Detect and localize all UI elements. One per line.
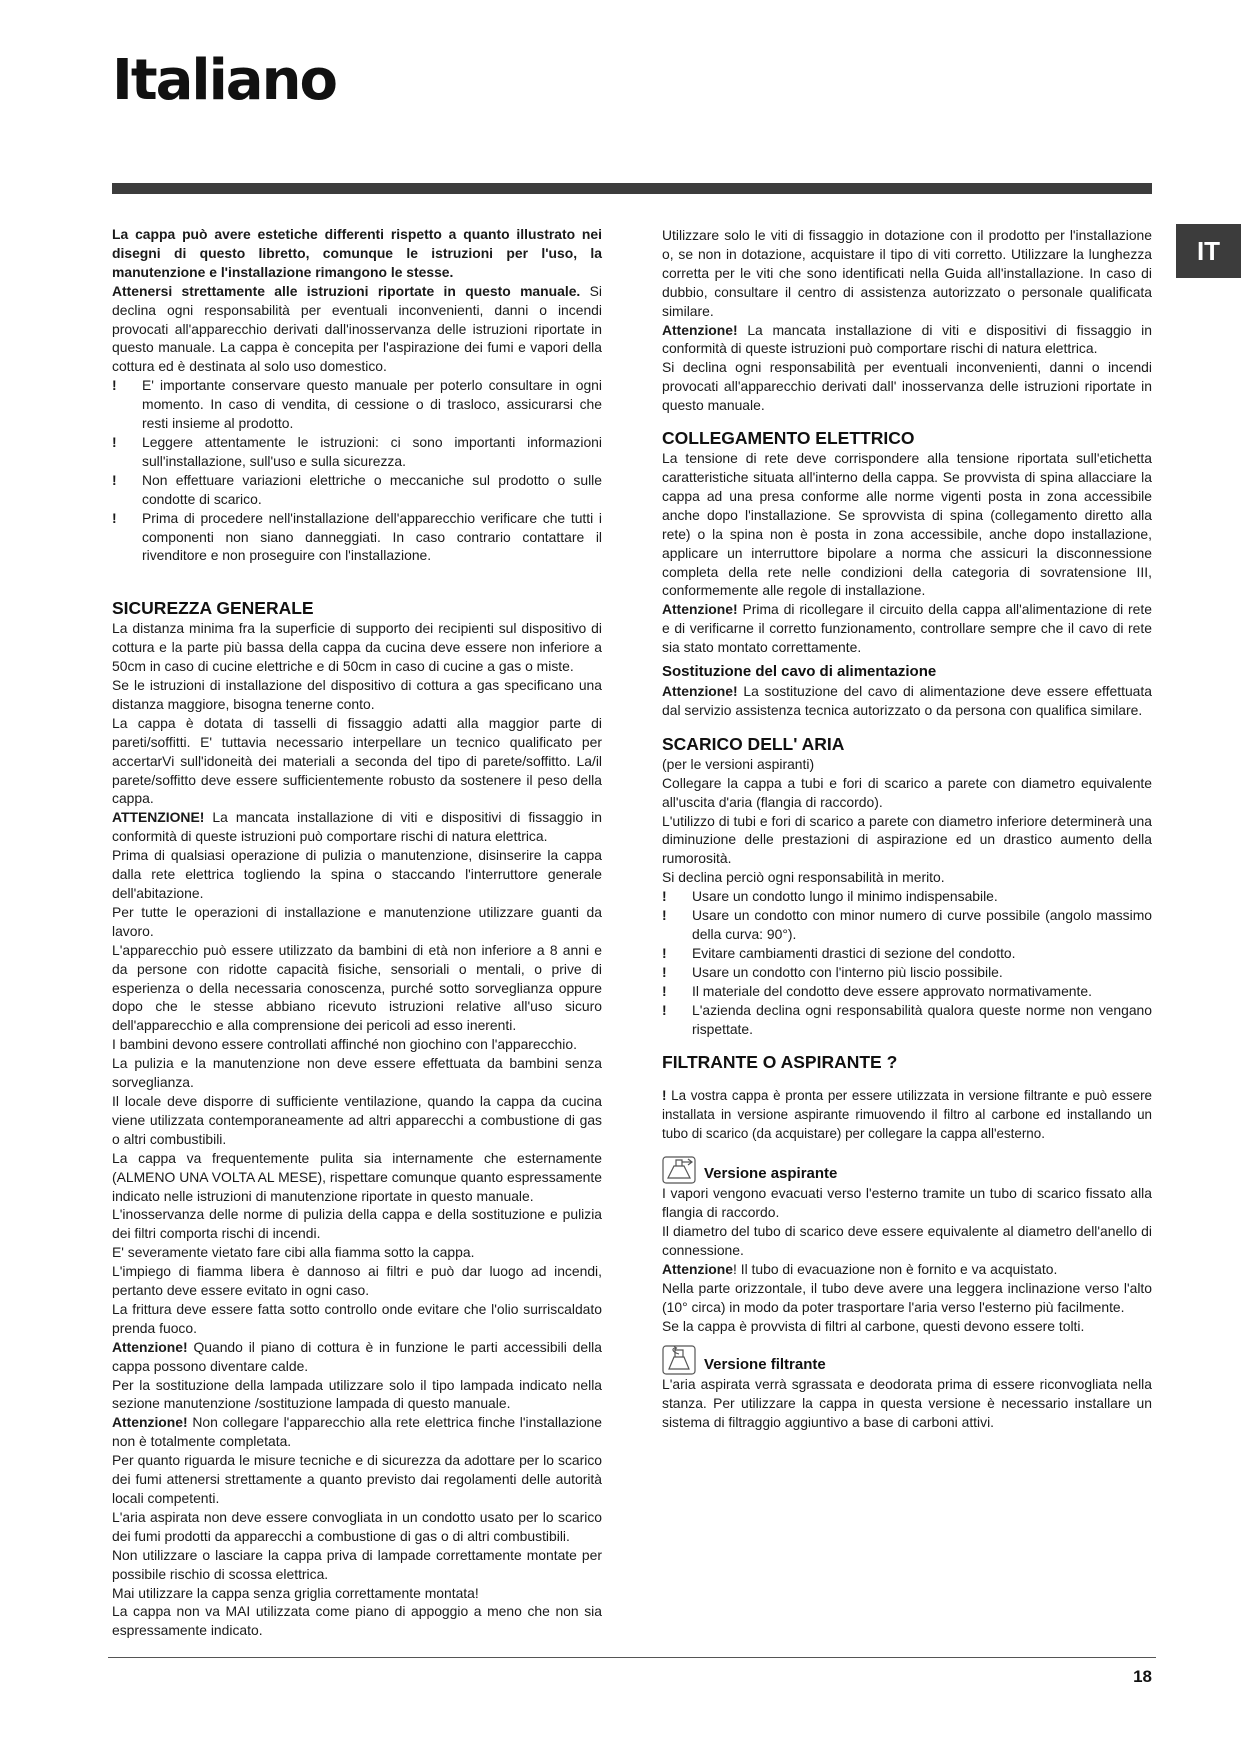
paragraph: L'impiego di fiamma libera è dannoso ai filtri e può dar luogo ad incendi, pertanto deve essere evitato in ogni caso. — [112, 1263, 602, 1299]
exclamation-icon: ! — [662, 944, 667, 961]
paragraph: Si declina ogni responsabilità per eventuali inconvenienti, danni o incendi provocati all'apparecchio derivati dall' inosservanza delle istruzioni riportate in questo manuale. — [662, 359, 1152, 414]
subsection-title-aspirante: Versione aspirante — [704, 1165, 838, 1183]
paragraph: E' severamente vietato fare cibi alla fiamma sotto la cappa. — [112, 1244, 475, 1261]
top-divider — [112, 183, 1152, 194]
recirculating-hood-icon — [662, 1345, 696, 1375]
list-item: ! Evitare cambiamenti drastici di sezione del condotto. — [662, 944, 1016, 961]
paragraph: I vapori vengono evacuati verso l'esterno tramite un tubo di scarico fissato alla flangia di raccordo. — [662, 1185, 1152, 1221]
exclamation-icon: ! — [662, 888, 667, 905]
paragraph: L'inosservanza delle norme di pulizia della cappa e della sostituzione e pulizia dei filtri comporta rischi di incendi. — [112, 1206, 602, 1242]
exclamation-icon: ! — [662, 907, 667, 924]
list-item: ! Il materiale del condotto deve essere approvato normativamente. — [662, 982, 1092, 999]
warning-list — [112, 376, 602, 565]
paragraph: L'aria aspirata verrà sgrassata e deodorata prima di essere riconvogliata nella stanza. Per utilizzare la cappa in questa versione è necessario installare un sistema di filtraggio aggiuntivo a base di carboni attivi. — [662, 1376, 1152, 1431]
paragraph: Mai utilizzare la cappa senza griglia correttamente montata! — [112, 1584, 479, 1601]
paragraph: La tensione di rete deve corrispondere alla tensione riportata sull'etichetta caratteristiche situata all'interno della cappa. Se provvista di spina allacciare la cappa ad una presa conforme alle norme vigenti posta in zona accessibile anche dopo l'installazione. Se sprovvista di spina (collegamento diretto alla rete) o la spina non è posta in zona accessibile, anche dopo installazione, applicare un interruttore bipolare a norma che assicuri la disconnessione completa della rete nelle condizioni della categoria di sovratensione III, conformemente alle regole di installazione. — [662, 450, 1152, 599]
intro-paragraph-2: Attenersi strettamente alle istruzioni riportate in questo manuale. Si declina ogni responsabilità per eventuali inconvenienti, danni o incendi provocati all'apparecchio derivati dall'inosservanza delle istruzioni riportate in questo manuale. La cappa è concepita per l'aspirazione dei fumi e vapori della cottura ed è destinata al solo uso domestico. — [112, 282, 602, 375]
subsection-title-filtrante: Versione filtrante — [704, 1356, 826, 1374]
paragraph: La distanza minima fra la superficie di supporto dei recipienti sul dispositivo di cottura e la parte più bassa della cappa da cucina deve essere non inferiore a 50cm in caso di cucine elettriche e di 50cm in caso di cucine a gas o miste. — [112, 620, 602, 675]
paragraph: Si declina perciò ogni responsabilità in merito. — [662, 869, 945, 886]
exclamation-icon: ! — [112, 509, 117, 526]
section-title-scarico: SCARICO DELL' ARIA — [662, 733, 845, 754]
subsection-title-cavo: Sostituzione del cavo di alimentazione — [662, 663, 937, 681]
paragraph: I bambini devono essere controllati affinché non giochino con l'apparecchio. — [112, 1036, 577, 1053]
exclamation-icon: ! — [662, 982, 667, 999]
paragraph: Per la sostituzione della lampada utilizzare solo il tipo lampada indicato nella sezione manutenzione /sostituzione lampada di questo manuale. — [112, 1376, 602, 1412]
list-item: ! Leggere attentamente le istruzioni: ci sono importanti informazioni sull'installazione, sull'uso e sulla sicurezza. — [112, 433, 602, 469]
bottom-divider — [108, 1657, 1156, 1658]
list-item: ! E' importante conservare questo manuale per poterlo consultare in ogni momento. In caso di vendita, di cessione o di trasloco, assicurarsi che resti insieme al prodotto. — [112, 377, 602, 432]
list-item: ! Usare un condotto lungo il minimo indispensabile. — [662, 888, 998, 905]
paragraph: Per tutte le operazioni di installazione e manutenzione utilizzare guanti da lavoro. — [112, 903, 602, 939]
aspirante-heading — [662, 1156, 1152, 1184]
exclamation-icon: ! — [112, 471, 117, 488]
filtrante-heading — [662, 1345, 1152, 1375]
paragraph: Il locale deve disporre di sufficiente ventilazione, quando la cappa da cucina viene utilizzata contemporaneamente ad altri apparecchi a combustione di gas o altri combustibili. — [112, 1092, 602, 1147]
list-item: ! Usare un condotto con l'interno più liscio possibile. — [662, 963, 1003, 980]
right-column — [662, 226, 1152, 1432]
exclamation-icon: ! — [112, 377, 117, 394]
duct-rules-list — [662, 887, 1152, 1038]
paragraph: Per quanto riguarda le misure tecniche e di sicurezza da adottare per lo scarico dei fumi attenersi strettamente a quanto previsto dai regolamenti delle autorità locali competenti. — [112, 1452, 602, 1506]
paragraph: L'utilizzo di tubi e fori di scarico a parete con diametro inferiore determinerà una diminuzione delle prestazioni di aspirazione ed un drastico aumento della rumorosità. — [662, 812, 1152, 867]
intro-paragraph: La cappa può avere estetiche differenti rispetto a quanto illustrato nei disegni di questo libretto, comunque le istruzioni per l'uso, la manutenzione e l'installazione rimangono le stesse. — [112, 226, 602, 280]
page-title: Italiano — [112, 48, 336, 113]
paragraph: L'aria aspirata non deve essere convogliata in un condotto usato per lo scarico dei fumi prodotti da apparecchi a combustione di gas o di altri combustibili. — [112, 1508, 602, 1544]
exclamation-icon: ! — [662, 1001, 667, 1018]
section-title-sicurezza: SICUREZZA GENERALE — [112, 598, 314, 619]
left-column — [112, 225, 602, 1640]
paragraph: Se le istruzioni di installazione del dispositivo di cottura a gas specificano una distanza maggiore, bisogna tenerne conto. — [112, 677, 602, 712]
paragraph: Attenzione! La sostituzione del cavo di alimentazione deve essere effettuata dal servizio assistenza tecnica autorizzato o da persona con qualifica similare. — [662, 683, 1152, 718]
paragraph: Attenzione! Il tubo di evacuazione non è fornito e va acquistato. — [662, 1260, 1058, 1277]
language-tab: IT — [1176, 224, 1241, 278]
ducted-hood-icon — [662, 1156, 696, 1184]
paragraph: La frittura deve essere fatta sotto controllo onde evitare che l'olio surriscaldato prenda fuoco. — [112, 1300, 602, 1336]
list-item: ! L'azienda declina ogni responsabilità qualora queste norme non vengano rispettate. — [662, 1001, 1152, 1037]
exclamation-icon: ! — [662, 963, 667, 980]
paragraph: Non utilizzare o lasciare la cappa priva di lampade correttamente montate per possibile rischio di scossa elettrica. — [112, 1546, 602, 1582]
section-title-elettrico: COLLEGAMENTO ELETTRICO — [662, 428, 915, 449]
paragraph: La cappa è dotata di tasselli di fissaggio adatti alla maggior parte di pareti/soffitti. E' tuttavia necessario interpellare un tecnico qualificato per accertarVi sull'idoneità dei materiali a seconda del tipo di parete/soffitto. La/il parete/soffitto deve essere sufficientemente robusto da sostenere il peso della cappa. — [112, 714, 602, 807]
paragraph: Attenzione! Non collegare l'apparecchio alla rete elettrica finche l'installazione non è totalmente completata. — [112, 1414, 602, 1450]
paragraph: La cappa va frequentemente pulita sia internamente che esternamente (ALMENO UNA VOLTA AL MESE), rispettare comunque quanto espressamente indicato nelle istruzioni di manutenzione riportate in questo manuale. — [112, 1149, 602, 1204]
paragraph: L'apparecchio può essere utilizzato da bambini di età non inferiore a 8 anni e da persone con ridotte capacità fisiche, sensoriali o mentali, o prive di esperienza o della necessaria conoscenza, purché sotto sorveglianza oppure dopo che le stesse abbiano ricevuto istruzioni relative all'uso sicuro dell'apparecchio e alla comprensione dei pericoli ad esso inerenti. — [112, 941, 602, 1034]
note-paragraph: ! La vostra cappa è pronta per essere utilizzata in versione filtrante e può essere installata in versione aspirante rimuovendo il filtro al carbone ed installando un tubo di scarico (da acquistare) per collegare la cappa all'esterno. — [662, 1088, 1152, 1142]
paragraph: (per le versioni aspiranti) — [662, 755, 815, 772]
paragraph: Attenzione! La mancata installazione di viti e dispositivi di fissaggio in conformità di queste istruzioni può comportare rischi di natura elettrica. — [662, 321, 1152, 357]
paragraph: La pulizia e la manutenzione non deve essere effettuata da bambini senza sorveglianza. — [112, 1055, 602, 1091]
paragraph: Se la cappa è provvista di filtri al carbone, questi devono essere tolti. — [662, 1317, 1085, 1334]
paragraph: La cappa non va MAI utilizzata come piano di appoggio a meno che non sia espressamente indicato. — [112, 1603, 602, 1639]
list-item: ! Non effettuare variazioni elettriche o meccaniche sul prodotto o sulle condotte di scarico. — [112, 471, 602, 507]
list-item: ! Usare un condotto con minor numero di curve possibile (angolo massimo della curva: 90°). — [662, 907, 1152, 942]
paragraph: Il diametro del tubo di scarico deve essere equivalente al diametro dell'anello di connessione. — [662, 1222, 1152, 1258]
page-number: 18 — [1133, 1667, 1152, 1686]
exclamation-icon: ! — [112, 433, 117, 450]
paragraph: Prima di qualsiasi operazione di pulizia o manutenzione, disinserire la cappa dalla rete elettrica togliendo la spina o staccando l'interruttore generale dell'abitazione. — [112, 847, 602, 901]
paragraph: Attenzione! Quando il piano di cottura è in funzione le parti accessibili della cappa possono diventare calde. — [112, 1338, 602, 1374]
list-item: ! Prima di procedere nell'installazione dell'apparecchio verificare che tutti i componenti non siano danneggiati. In caso contrario contattare il rivenditore e non proseguire con l'installazione. — [112, 509, 602, 564]
paragraph: Nella parte orizzontale, il tubo deve avere una leggera inclinazione verso l'alto (10° circa) in modo da poter trasportare l'aria verso l'esterno più facilmente. — [662, 1279, 1152, 1315]
paragraph: ATTENZIONE! La mancata installazione di viti e dispositivi di fissaggio in conformità di queste istruzioni può comportare rischi di natura elettrica. — [112, 809, 602, 845]
paragraph: Attenzione! Prima di ricollegare il circuito della cappa all'alimentazione di rete e di verificarne il corretto funzionamento, controllare sempre che il cavo di rete sia stato montato correttamente. — [662, 601, 1152, 656]
paragraph: Utilizzare solo le viti di fissaggio in dotazione con il prodotto per l'installazione o, se non in dotazione, acquistare il tipo di viti corretto. Utilizzare la lunghezza corretta per le viti che sono identificati nella Guida all'installazione. In caso di dubbio, consultare il centro di assistenza autorizzato o personale qualificata similare. — [662, 227, 1152, 319]
section-title-filtrante: FILTRANTE O ASPIRANTE ? — [662, 1052, 898, 1073]
exclamation-icon: ! — [662, 1088, 667, 1104]
paragraph: Collegare la cappa a tubi e fori di scarico a parete con diametro equivalente all'uscita d'aria (flangia di raccordo). — [662, 774, 1152, 810]
